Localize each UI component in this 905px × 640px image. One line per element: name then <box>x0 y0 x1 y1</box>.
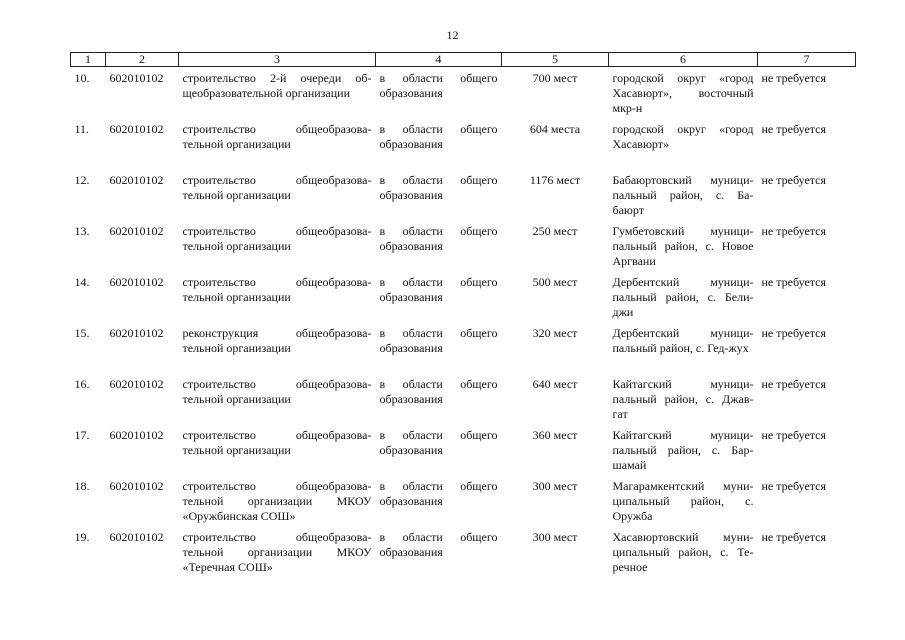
row-location: Магарамкентский муни-ципальный район, с. Оружба <box>612 479 754 523</box>
row-number: 14. <box>74 275 90 289</box>
row-location: городской округ «город Хасавюрт» <box>612 122 754 151</box>
row-requirement: не требуется <box>761 377 827 391</box>
column-header: 4 <box>376 53 502 67</box>
row-number: 15. <box>74 326 90 340</box>
row-location: Хасавюртовский муни-ципальный район, с. Те-речное <box>612 530 754 574</box>
row-code: 602010102 <box>109 377 164 391</box>
row-requirement: не требуется <box>761 71 827 85</box>
column-header: 7 <box>758 53 856 67</box>
row-area: в области общего образования <box>379 530 498 559</box>
row-area: в области общего образования <box>379 122 498 151</box>
row-code: 602010102 <box>109 479 164 493</box>
column-header: 6 <box>609 53 758 67</box>
row-requirement: не требуется <box>761 428 827 442</box>
row-capacity: 500 мест <box>532 275 578 289</box>
row-description: строительство общеобразова-тельной организации <box>182 275 372 304</box>
row-number: 19. <box>74 530 90 544</box>
column-header: 3 <box>179 53 376 67</box>
row-description: строительство общеобразова-тельной организации <box>182 428 372 457</box>
row-number: 10. <box>74 71 90 85</box>
row-location: Кайтагский муници-пальный район, с. Бар-шамай <box>612 428 754 472</box>
row-code: 602010102 <box>109 71 164 85</box>
table-row <box>71 67 856 120</box>
row-location: городской округ «город Хасавюрт», восточный мкр-н <box>612 71 754 115</box>
row-description: строительство общеобразова-тельной организации МКОУ «Оружбинская СОШ» <box>182 479 372 523</box>
row-location: Бабаюртовский муници-пальный район, с. Ба-баюрт <box>612 173 754 217</box>
row-requirement: не требуется <box>761 224 827 238</box>
row-requirement: не требуется <box>761 479 827 493</box>
table-row <box>71 374 856 425</box>
row-description: строительство общеобразова-тельной организации <box>182 173 372 202</box>
row-location: Гумбетовский муници-пальный район, с. Новое Аргвани <box>612 224 754 268</box>
column-header: 5 <box>502 53 609 67</box>
row-number: 11. <box>74 122 90 136</box>
row-capacity: 700 мест <box>532 71 578 85</box>
table-row <box>71 527 856 578</box>
row-description: строительство общеобразова-тельной организации МКОУ «Теречная СОШ» <box>182 530 372 574</box>
row-area: в области общего образования <box>379 479 498 508</box>
row-requirement: не требуется <box>761 530 827 544</box>
row-description: строительство 2-й очереди об-щеобразовательной организации <box>182 71 372 100</box>
row-code: 602010102 <box>109 224 164 238</box>
row-code: 602010102 <box>109 326 164 340</box>
row-area: в области общего образования <box>379 326 498 355</box>
row-area: в области общего образования <box>379 377 498 406</box>
row-description: строительство общеобразова-тельной организации <box>182 377 372 406</box>
row-description: строительство общеобразова-тельной организации <box>182 122 372 151</box>
row-code: 602010102 <box>109 428 164 442</box>
row-number: 16. <box>74 377 90 391</box>
page-number: 12 <box>446 28 459 42</box>
table-row <box>71 425 856 476</box>
row-location: Дербентский муници-пальный район, с. Гед-жух <box>612 326 754 355</box>
row-number: 13. <box>74 224 90 238</box>
row-code: 602010102 <box>109 530 164 544</box>
row-location: Кайтагский муници-пальный район, с. Джав-гат <box>612 377 754 421</box>
document-table <box>70 52 856 578</box>
table-row <box>71 476 856 527</box>
table-row <box>71 119 856 170</box>
row-area: в области общего образования <box>379 275 498 304</box>
row-capacity: 360 мест <box>532 428 578 442</box>
row-area: в области общего образования <box>379 224 498 253</box>
row-area: в области общего образования <box>379 71 498 100</box>
column-header: 1 <box>71 53 106 67</box>
row-requirement: не требуется <box>761 122 827 136</box>
column-number-row <box>71 53 856 67</box>
row-area: в области общего образования <box>379 173 498 202</box>
row-capacity: 300 мест <box>532 530 578 544</box>
row-capacity: 1176 мест <box>529 173 581 187</box>
row-capacity: 604 места <box>529 122 581 136</box>
row-area: в области общего образования <box>379 428 498 457</box>
row-number: 18. <box>74 479 90 493</box>
row-code: 602010102 <box>109 122 164 136</box>
row-number: 17. <box>74 428 90 442</box>
row-code: 602010102 <box>109 275 164 289</box>
row-code: 602010102 <box>109 173 164 187</box>
row-requirement: не требуется <box>761 326 827 340</box>
row-capacity: 300 мест <box>532 479 578 493</box>
row-capacity: 640 мест <box>532 377 578 391</box>
row-location: Дербентский муници-пальный район, с. Бели-джи <box>612 275 754 319</box>
column-header: 2 <box>106 53 179 67</box>
table-row <box>71 272 856 323</box>
table-row <box>71 221 856 272</box>
table-row <box>71 170 856 221</box>
row-description: строительство общеобразова-тельной организации <box>182 224 372 253</box>
row-number: 12. <box>74 173 90 187</box>
row-requirement: не требуется <box>761 275 827 289</box>
row-requirement: не требуется <box>761 173 827 187</box>
row-description: реконструкция общеобразова-тельной организации <box>182 326 372 355</box>
row-capacity: 250 мест <box>532 224 578 238</box>
table-row <box>71 323 856 374</box>
row-capacity: 320 мест <box>532 326 578 340</box>
